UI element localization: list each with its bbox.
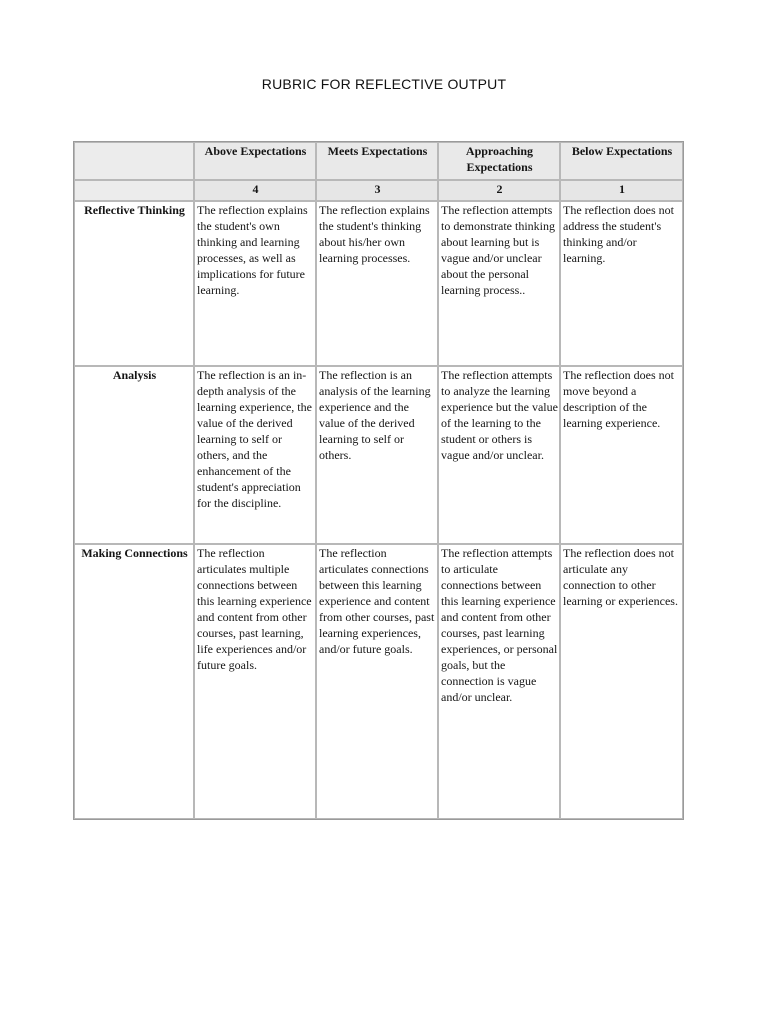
- criterion-label: Making Connections: [74, 544, 194, 819]
- score-corner-cell: [74, 180, 194, 201]
- descriptor-cell: The reflection does not move beyond a description of the learning experience.: [560, 366, 683, 544]
- descriptor-cell: The reflection is an analysis of the learning experience and the value of the derived learning to self or others.: [316, 366, 438, 544]
- descriptor-cell: The reflection attempts to analyze the learning experience but the value of the learning to the student or others is vague and/or unclear.: [438, 366, 560, 544]
- corner-cell: [74, 142, 194, 180]
- descriptor-cell: The reflection explains the student's own thinking and learning processes, as well as implications for future learning.: [194, 201, 316, 366]
- page-title: RUBRIC FOR REFLECTIVE OUTPUT: [261, 76, 507, 92]
- column-header-meets: Meets Expectations: [316, 142, 438, 180]
- score-approaching: 2: [438, 180, 560, 201]
- descriptor-cell: The reflection does not articulate any connection to other learning or experiences.: [560, 544, 683, 819]
- descriptor-cell: The reflection explains the student's thinking about his/her own learning processes.: [316, 201, 438, 366]
- criterion-label: Reflective Thinking: [74, 201, 194, 366]
- descriptor-cell: The reflection attempts to demonstrate thinking about learning but is vague and/or unclear about the personal learning process..: [438, 201, 560, 366]
- score-meets: 3: [316, 180, 438, 201]
- rubric-table: [73, 141, 684, 820]
- table-row: [74, 544, 683, 819]
- descriptor-cell: The reflection attempts to articulate connections between this learning experience and content from other courses, past learning experiences, or personal goals, but the connection is vague and/or unclear.: [438, 544, 560, 819]
- score-below: 1: [560, 180, 683, 201]
- descriptor-cell: The reflection does not address the student's thinking and/or learning.: [560, 201, 683, 366]
- score-row: [74, 180, 683, 201]
- criterion-label: Analysis: [74, 366, 194, 544]
- column-header-approaching: Approaching Expectations: [438, 142, 560, 180]
- column-header-below: Below Expectations: [560, 142, 683, 180]
- score-above: 4: [194, 180, 316, 201]
- descriptor-cell: The reflection articulates connections between this learning experience and content from other courses, past learning experiences, and/or future goals.: [316, 544, 438, 819]
- descriptor-cell: The reflection articulates multiple connections between this learning experience and content from other courses, past learning, life experiences and/or future goals.: [194, 544, 316, 819]
- header-row: [74, 142, 683, 180]
- table-row: [74, 201, 683, 366]
- table-row: [74, 366, 683, 544]
- descriptor-cell: The reflection is an in-depth analysis of the learning experience, the value of the derived learning to self or others, and the enhancement of the student's appreciation for the discipline.: [194, 366, 316, 544]
- column-header-above: Above Expectations: [194, 142, 316, 180]
